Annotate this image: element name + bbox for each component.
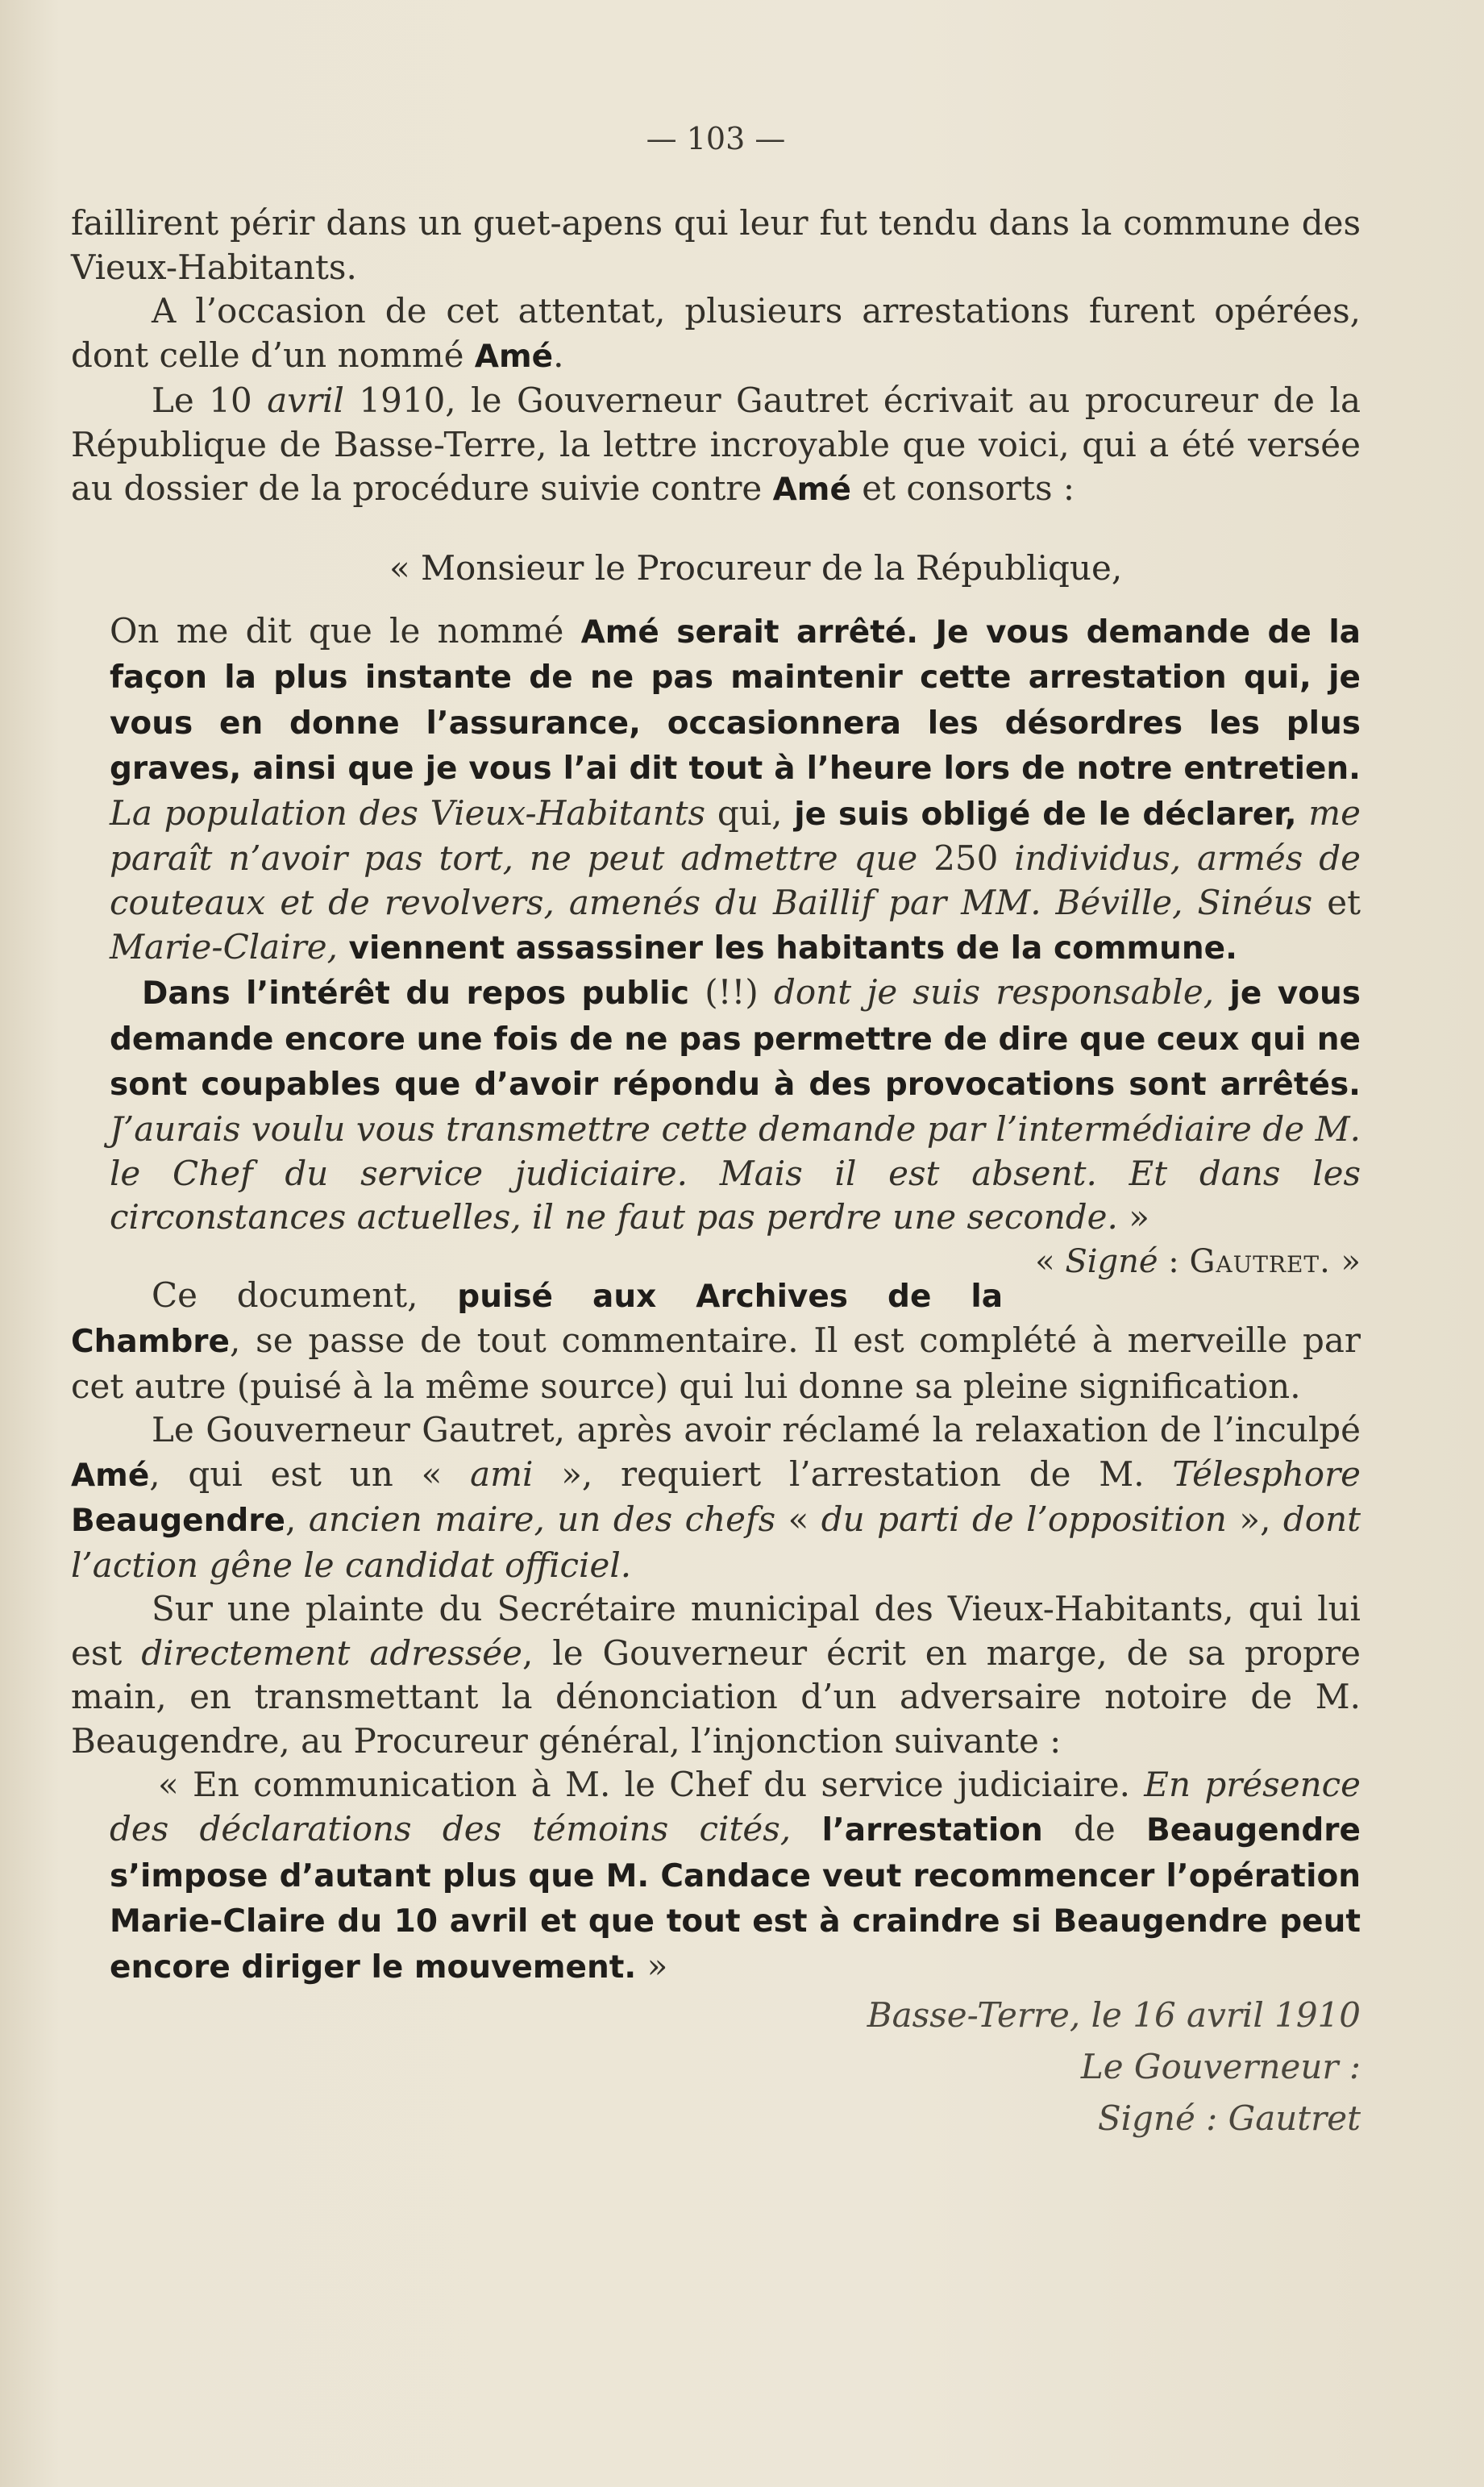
bold-text: je suis obligé de le déclarer, [794,796,1297,833]
text: , [285,1499,309,1540]
bold-text: Beaugendre [71,1503,285,1540]
letter-signature [1003,1240,1361,1284]
text: (!!) [688,972,774,1013]
text: qui, [705,792,795,833]
italic-text: ami [470,1454,534,1494]
text: On me dit que le nommé [110,610,581,651]
text: , se passe de tout commentaire. Il est complété à merveille par cet autre (puisé à la même source) qui lui donne sa pleine signification. [71,1320,1361,1406]
italic-text: dont je suis responsable, [773,972,1215,1013]
text: : [1158,1242,1190,1280]
italic-text: J’aurais voulu vous transmettre cette demande par l’intermédiaire de M. le Chef du service judiciaire. Mais il est absent. Et dans les circonstances actuelles, il ne faut pas perdre une seconde. [110,1109,1361,1237]
quoted-letter-2 [71,1763,1361,1990]
paragraph-3 [71,379,1361,513]
text: A l’occasion de cet attentat, plusieurs arrestations furent opérées, dont celle d’un nommé [71,291,1361,375]
italic-text: du parti de l’opposition [821,1499,1227,1540]
text: Sur une plainte du Secrétaire municipal des Vieux-Habitants, qui lui est [71,1589,1361,1673]
quoted-letter-1 [71,609,1361,1280]
letter-paragraph-2 [110,971,1361,1280]
text: faillirent périr dans un guet-apens qui leur fut tendu dans la commune des Vieux-Habitants. [71,203,1361,287]
signer-title: Le Gouverneur : [1080,2047,1361,2087]
bold-text: puisé aux Archives de la Chambre [71,1278,1004,1361]
text: « En communication à M. le Chef du service judiciaire. [158,1765,1130,1805]
text: « [1035,1242,1066,1280]
bold-text: Amé [474,338,554,375]
italic-text: ancien maire, un des chefs [308,1499,776,1540]
paragraph-1 [71,202,1361,289]
italic-text: Marie-Claire, [110,926,338,967]
bold-text: Dans l’intérêt du repos public [142,975,689,1013]
page-content [71,121,1361,2144]
text: Le Gouverneur Gautret, après avoir réclamé la relaxation de l’inculpé [152,1410,1361,1450]
bold-text: viennent assassiner les habitants de la commune. [337,930,1237,967]
text: , le Gouverneur écrit en marge, de sa propre main, en transmettant la dénonciation d’un adversaire notoire de M. Beaugendre, au Procureur général, l’injonction suivante : [71,1632,1361,1761]
text: », requiert l’arrestation de M. [533,1454,1173,1494]
text: et [1312,883,1361,923]
text: » [636,1945,668,1986]
text: » [1330,1242,1361,1280]
letter2-closing [71,1990,1361,2144]
text: 1910, le Gouverneur Gautret écrivait au procureur de la République de Basse-Terre, la lettre incroyable que voici, qui a été versée au dossier de la procédure suivie contre [71,381,1361,508]
text: Ce document, [152,1275,458,1315]
bold-text: Beaugendre s’impose d’autant plus que M. Candace veut recommencer l’opération Marie-Claire du 10 avril et que tout est à craindre si Beaugendre peut encore diriger le mouvement. [110,1811,1361,1986]
signature: Signé : Gautret [1097,2098,1361,2139]
signature-name: Gautret. [1189,1242,1331,1280]
italic-text: avril [267,381,344,420]
text: et consorts : [850,468,1075,508]
italic-text: En présence des déclarations des témoins cités, [110,1765,1361,1849]
bold-text: je vous demande encore une fois de ne pas permettre de dire que ceux qui ne sont coupables que d’avoir répondu à des provocations sont arrêtés. [110,975,1361,1104]
italic-text: Télesphore [1172,1454,1361,1494]
italic-text: directement adressée [141,1632,522,1673]
text: , qui est un « [149,1454,471,1494]
paragraph-5 [71,1408,1361,1587]
italic-text: Signé [1065,1242,1158,1280]
text: de [1042,1808,1146,1849]
text: », [1226,1499,1283,1540]
text: 250 [917,838,1015,879]
letter-paragraph-1 [110,609,1361,971]
italic-text: me paraît n’avoir pas tort, ne peut admettre que [110,792,1361,879]
bold-text: Amé [772,472,851,508]
text: Le 10 [152,381,268,420]
paragraph-6 [71,1587,1361,1763]
paragraph-2 [71,289,1361,379]
letter2-paragraph [110,1763,1361,1990]
text: « [775,1499,821,1540]
italic-text: individus, armés de couteaux et de revolvers, amenés du Baillif par MM. Béville, Sinéus [110,838,1361,923]
text: » [1117,1197,1149,1237]
place-date: Basse-Terre, le 16 avril 1910 [867,1995,1361,2036]
paragraph-4 [71,1274,1361,1409]
letter-salutation: « Monsieur le Procureur de la République, [389,547,1123,588]
text: . [553,335,564,375]
bold-text: Amé [71,1457,150,1494]
italic-text: dont l’action gêne le candidat officiel. [71,1499,1361,1585]
bold-text: Amé serait arrêté. Je vous demande de la façon la plus instante de ne pas maintenir cette arrestation qui, je vous en donne l’assurance, occasionnera les désordres les plus graves, ainsi que je vous l’ai dit tout à l’heure lors de notre entretien. [110,613,1361,788]
bold-text: l’arrestation [791,1811,1043,1849]
italic-text: La population des Vieux-Habitants [110,792,706,833]
page-number: — 103 — [646,121,786,156]
